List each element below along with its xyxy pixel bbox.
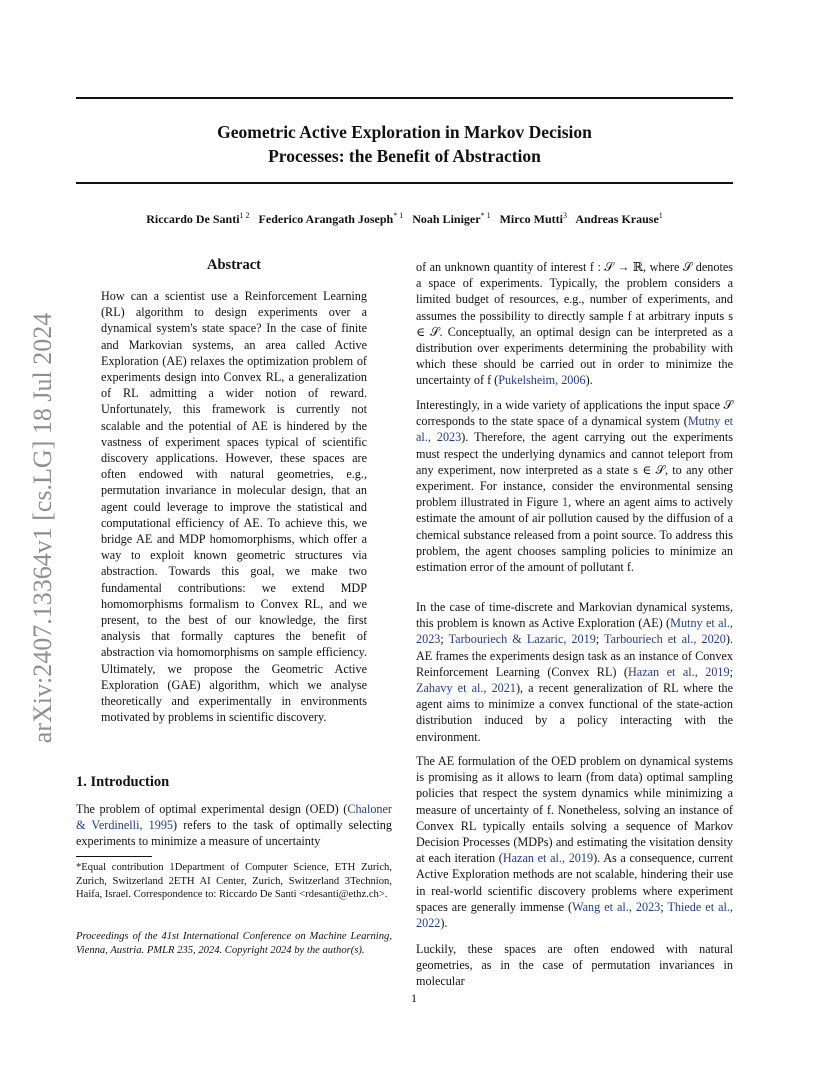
citation-link[interactable]: Hazan et al., 2019 <box>627 664 730 679</box>
right-paragraph-5: Luckily, these spaces are often endowed with natural geometries, as in the case of permutation invariances in molecular <box>416 942 733 989</box>
citation-link[interactable]: Tarbouriech et al., 2020 <box>604 632 726 647</box>
citation-link[interactable]: Pukelsheim, 2006 <box>498 373 586 388</box>
author-affiliation: 3 <box>562 211 567 220</box>
right-paragraph-4 <box>416 753 733 931</box>
author-name: Federico Arangath Joseph <box>258 212 394 226</box>
author-name: Andreas Krause <box>575 212 659 226</box>
author-affiliation: * 1 <box>393 211 404 220</box>
proceedings-text: Proceedings of the 41st International Conference on Machine Learning, Vienna, Austria. PMLR 235, 2024. Copyright 2024 by the author(s). <box>76 931 392 956</box>
author-name: Noah Liniger <box>412 212 481 226</box>
arxiv-stamp <box>18 296 68 761</box>
author-affiliation: 1 <box>658 211 663 220</box>
paper-title <box>76 120 733 168</box>
body-text: ). As a consequence, current Active Exploration methods are not scalable, hindering their use in real-world scientific discovery problems where experiment spaces are generally immense ( <box>416 851 734 914</box>
right-paragraph-2 <box>416 397 733 575</box>
arxiv-id: arXiv:2407.13364v1 [cs.LG] 18 Jul 2024 <box>28 312 57 744</box>
body-text: ). <box>440 916 448 931</box>
body-text: ). <box>585 373 593 388</box>
separator: ; <box>660 899 668 914</box>
citation-link[interactable]: Thiede et al., 2022 <box>416 899 733 931</box>
author-affiliation: * 1 <box>480 211 491 220</box>
body-text: The AE formulation of the OED problem on dynamical systems is promising as it allows to learn (from data) optimal sampling policies that respect the system dynamics while minimizing a measure of uncertainty of f. Nonetheless, solving an instance of Convex RL typically entails solving a sequence of Markov Decision Processes (MDPs) and estimating the visitation density at each iteration ( <box>416 754 733 866</box>
figure-link[interactable]: 1 <box>562 495 569 510</box>
body-text: ). Therefore, the agent carrying out the experiments must respect the underlying dynamics and cannot teleport from any experiment, now interpreted as a state s ∈ 𝒮, to any other experiment. For instance, consider the environmental sensing problem illustrated in Figure <box>416 430 733 510</box>
citation-link[interactable]: Chaloner & Verdinelli, 1995 <box>76 802 392 833</box>
section-heading: 1. Introduction <box>76 774 170 790</box>
footnote-rule <box>76 856 152 857</box>
citation-link[interactable]: Wang et al., 2023 <box>572 899 661 914</box>
citation-link[interactable]: Tarbouriech & Lazaric, 2019 <box>448 632 596 647</box>
right-paragraph-3 <box>416 599 733 745</box>
body-text: ), a recent generalization of RL where the agent aims to minimize a convex functional of the state-action distribution induced by a policy interacting with the environment. <box>416 681 733 744</box>
footnote: *Equal contribution 1Department of Computer Science, ETH Zurich, Zurich, Switzerland 2ETH AI Center, Zurich, Switzerland 3Technion, Haifa, Israel. Correspondence to: Riccardo De Santi <rdesanti@ethz.ch>. <box>76 862 392 901</box>
body-text: In the case of time-discrete and Markovian dynamical systems, this problem is known as Active Exploration (AE) ( <box>416 600 733 631</box>
page-number: 1 <box>411 991 417 1005</box>
citation-link[interactable]: Mutny et al., 2023 <box>416 616 733 647</box>
intro-text: The problem of optimal experimental design (OED) ( <box>76 802 348 816</box>
title-line-2: Processes: the Benefit of Abstraction <box>268 146 541 166</box>
author-affiliation: 1 2 <box>239 211 250 220</box>
separator: ; <box>440 632 449 647</box>
intro-text: ) refers to the task of optimally selecting experiments to minimize a measure of uncertainty <box>76 818 392 849</box>
separator: ; <box>729 664 733 679</box>
body-text: , where an agent aims to actively estimate the amount of air pollution caused by the diffusion of a chemical substance released from a point source. To address this problem, the agent chooses sampling policies to minimize an estimation error of the amount of pollutant f. <box>416 495 733 575</box>
author-name: Riccardo De Santi <box>146 212 240 226</box>
author-name: Mirco Mutti <box>499 212 563 226</box>
top-rule <box>76 97 733 99</box>
bottom-title-rule <box>76 182 733 184</box>
citation-link[interactable]: Mutny et al., 2023 <box>416 414 733 445</box>
intro-paragraph <box>76 801 392 850</box>
body-text: ). AE frames the experiments design task as an instance of Convex Reinforcement Learning (Convex RL) ( <box>416 632 733 679</box>
title-line-1: Geometric Active Exploration in Markov Decision <box>217 122 592 142</box>
citation-link[interactable]: Hazan et al., 2019 <box>502 851 594 866</box>
abstract-body: How can a scientist use a Reinforcement Learning (RL) algorithm to design experiments over a dynamical system's state space? In the case of finite and Markovian systems, an area called Active Exploration (AE) relaxes the optimization problem of experiments design into Convex RL, a generalization of RL admitting a wider notion of reward. Unfortunately, this framework is currently not scalable and the potential of AE is hindered by the vastness of experiment spaces typical of scientific discovery applications. However, these spaces are often endowed with natural geometries, e.g., permutation invariance in molecular design, that an agent could leverage to improve the statistical and computational efficiency of AE. To achieve this, we bridge AE and MDP homomorphisms, which offer a way to exploit known geometric structures via abstraction. Towards this goal, we make two fundamental contributions: we extend MDP homomorphisms formalism to Convex RL, and we present, to the best of our knowledge, the first analysis that formally captures the benefit of abstraction via homomorphisms on sample efficiency. Ultimately, we propose the Geometric Active Exploration (GAE) algorithm, which we analyse theoretically and experimentally in environments motivated by problems in scientific discovery. <box>101 289 367 725</box>
proceedings-note <box>76 930 392 957</box>
citation-link[interactable]: Zahavy et al., 2021 <box>416 681 516 696</box>
abstract-heading: Abstract <box>207 257 261 273</box>
right-paragraph-1 <box>416 259 733 389</box>
author-list <box>76 211 733 227</box>
separator: ; <box>595 632 605 647</box>
body-text: of an unknown quantity of interest f : 𝒮 → ℝ, where 𝒮 denotes a space of experiments. Typically, the problem considers a limited budget of resources, e.g., number of experiments, and assumes the possibility to directly sample f at arbitrary inputs s ∈ 𝒮. Conceptually, an optimal design can be interpreted as a distribution over experiments determining the probability with which these should be carried out in order to minimize the uncertainty of f ( <box>416 260 733 388</box>
body-text: Interestingly, in a wide variety of applications the input space 𝒮 corresponds to the state space of a dynamical system ( <box>416 398 733 429</box>
